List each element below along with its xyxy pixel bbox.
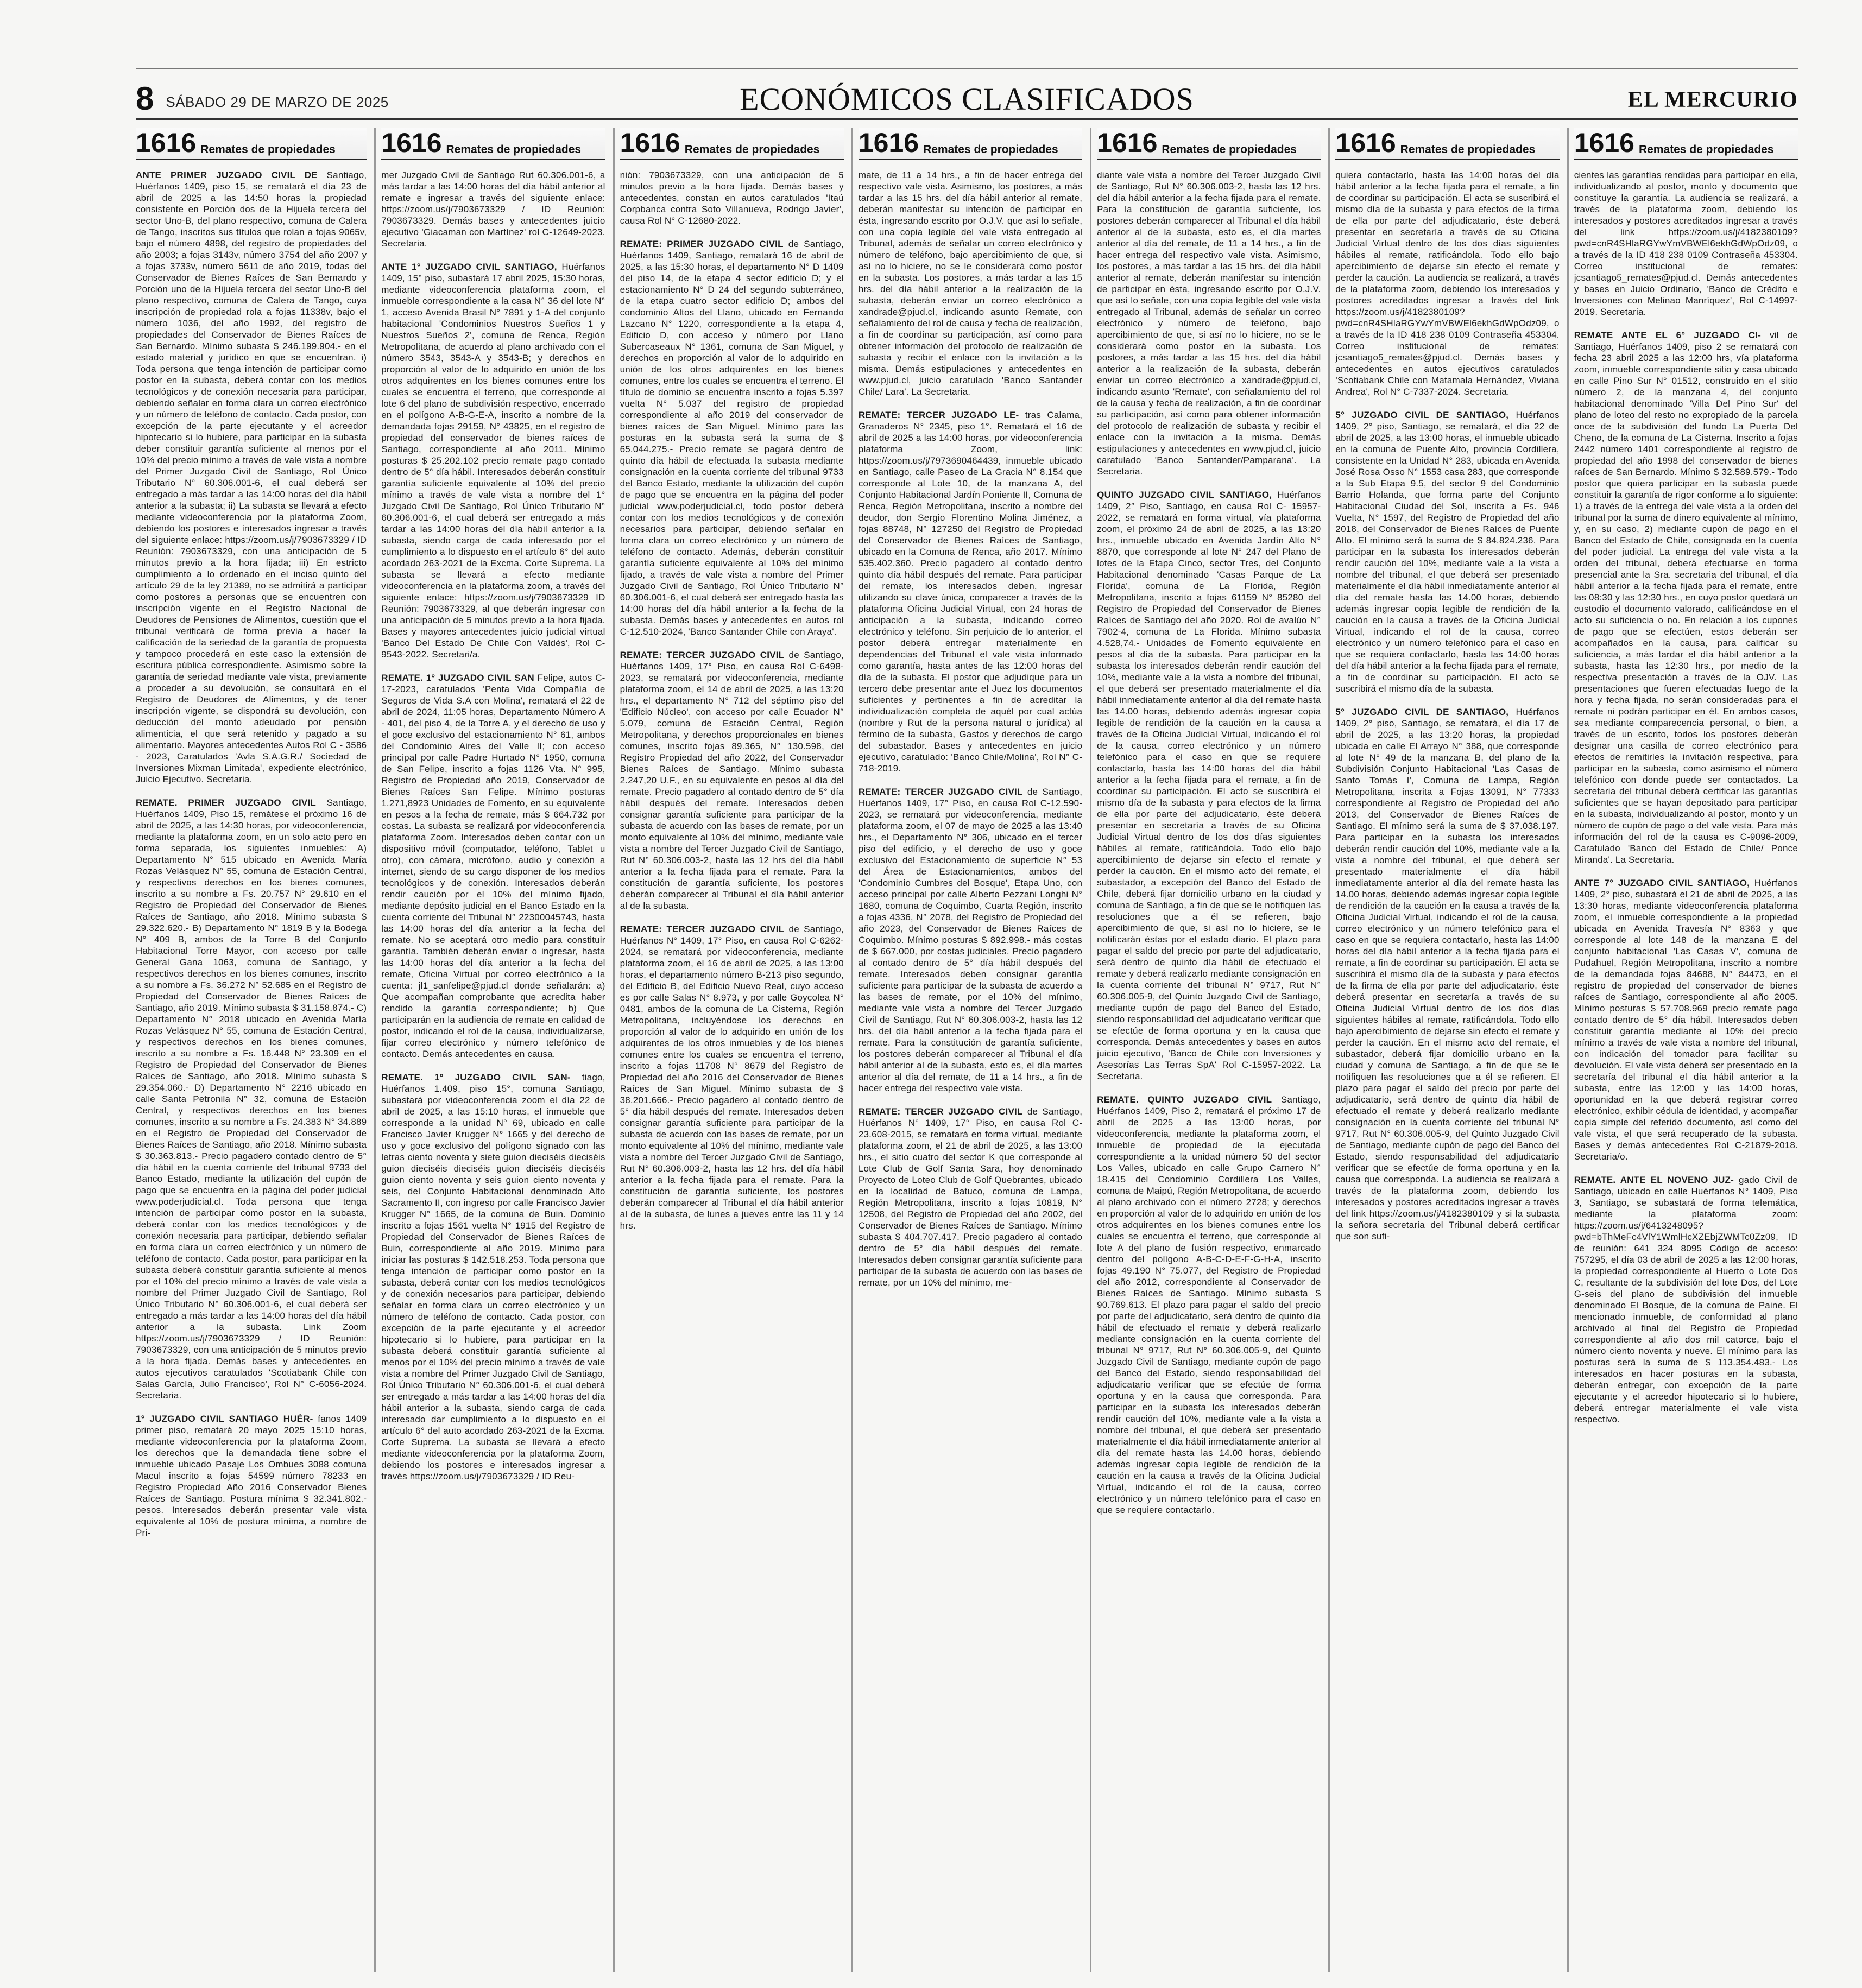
classified-ad xyxy=(620,169,844,226)
ad-body: de Santiago, Huérfanos N° 1409, 17° Piso, en causa Rol C-6262-2024, se rematará por videoconferencia, mediante plataforma zoom, el 16 de abril de 2025, a las 13:00 horas, el departamento número B-213 piso segundo, del Edificio B, del Edificio Nuevo Real, cuyo acceso es por calle Salas N° 8.973, y por calle Goycolea N° 0481, ambos de la comuna de La Cisterna, Región Metropolitana, incluyéndose los derechos en proporción al valor de lo adquirido en unión de los adquirentes de los otros inmuebles y de los bienes comunes entre los cuales se encuentra el terreno, inscrito a fojas 11708 N° 8679 del Registro de Propiedad del año 2016 del Conservador de Bienes Raíces de San Miguel. Mínimo subasta de $ 38.201.666.- Precio pagadero al contado dentro de 5° día hábil después del remate. Interesados deben consignar garantía suficiente para participar de la subasta de acuerdo con las bases de remate, por un monto equivalente al 10% del mínimo, mediante vale vista a nombre del Tercer Juzgado Civil de Santiago, Rut N° 60.306.003-2, hasta las 12 hrs. del día hábil anterior a la fecha fijada para el remate. Para la constitución de garantía suficiente, los postores deberán comparecer al Tribunal el día hábil anterior al de la subasta, de lunes a jueves entre las 11 y 14 hrs. xyxy=(620,924,844,1231)
category-label: Remates de propiedades xyxy=(923,143,1058,156)
category-header xyxy=(381,128,605,160)
classified-ad xyxy=(1097,169,1321,477)
ad-title: REMATE. 1° JUZGADO CIVIL SAN xyxy=(381,673,534,683)
category-header xyxy=(1574,128,1798,160)
ad-body: fanos 1409 primer piso, rematará 20 mayo 2025 15:10 horas, mediante videoconferencia por la plataforma Zoom, los derechos que la demandada tiene sobre el inmueble ubicado Pasaje Los Ombues 3088 comuna Macul inscrito a fojas 54599 número 78233 en Registro Propiedad Año 2016 Conservador Bienes Raíces de Santiago. Postura mínima $ 32.341.802.-pesos. Interesados deberán presentar vale vista equivalente al 10% de postura mínima, a nombre de Pri- xyxy=(136,1414,367,1538)
page-number: 8 xyxy=(136,80,154,117)
ad-body: vil de Santiago, Huérfanos 1409, piso 2 se rematará con fecha 23 abril 2025 a las 12:00 hrs, vía plataforma zoom, inmueble correspondiente sitio y casa ubicado en calle Pino Sur N° 01512, construido en el sitio número 2, de la manzana 4, del conjunto habitacional denominado 'Villa Del Pino Sur' del plano de loteo del resto no expropiado de la parcela once de la subdivisión del fundo La Puerta Del Cheno, de la comuna de La Cisterna. Inscrito a fojas 2442 número 1401 correspondiente al registro de propiedad del año 1998 del conservador de bienes raíces de San Bernardo. Mínimo $ 32.589.579.- Todo postor que quiera participar en la subasta puede constituir la garantía de rigor conforme a lo siguiente: 1) a través de la entrega del vale vista a la orden del tribunal por la suma de dinero equivalente al mínimo, y, en su caso, 2) mediante cupón de pago en el Banco del Estado de Chile, consignada en la cuenta del poder judicial. La entrega del vale vista a la orden del tribunal, deberá efectuarse en forma presencial ante la Sra. secretaria del tribunal, el día hábil anterior a la fecha fijada para el remate, entre las 08:30 y las 12:30 hrs., en cuyo postor quedará un custodio el documento valorado, calificándose en el acto su suficiencia o no. En relación a los cupones de pago que se efectúen, estos deberán ser acompañados en la causa, para calificar su suficiencia, a más tardar el día hábil anterior a la subasta, hasta las 12:30 hrs., por medio de la respectiva presentación a través de la OJV. Las presentaciones que fueren efectuadas luego de la hora y fecha fijada, no serán consideradas para el remate ni podrán participar en él. En ambos casos, sea mediante comparecencia personal, o bien, a través de un escrito, todos los postores deberán designar una casilla de correo electrónico para efectos de remitirles la invitación respectiva, para participar en la subasta, como asimismo el número telefónico con donde puede ser contactados. La secretaria del tribunal deberá certificar las garantías suficientes que se hayan depositado para participar en la subasta, individualizando al postor, monto y un número de cupón de pago o del vale vista. Para más información del rol de la causa es C-9096-2009, Caratulado 'Banco del Estado de Chile/ Ponce Miranda'. La Secretaria. xyxy=(1574,330,1798,865)
classified-ad xyxy=(1574,330,1798,865)
ad-title: ANTE 7° JUZGADO CIVIL SANTIAGO, xyxy=(1574,878,1750,888)
classified-column xyxy=(136,128,367,1972)
classifieds-columns xyxy=(136,128,1798,1972)
classified-ad xyxy=(859,1106,1082,1288)
category-code: 1616 xyxy=(136,128,197,158)
classified-ad xyxy=(381,1072,605,1482)
classified-ad xyxy=(136,1413,367,1539)
classified-ad xyxy=(1574,169,1798,318)
ad-body: Santiago, Huérfanos 1409, Piso 2, rematará el próximo 17 de abril de 2025 a las 13:00 horas, por videoconferencia, mediante la plataforma zoom, el inmueble de propiedad de la ejecutada correspondiente a la unidad número 50 del sector Los Valles, ubicado en calle Grupo Carnero N° 18.415 del Condominio Cordillera Los Valles, comuna de Maipú, Región Metropolitana, de acuerdo al plano archivado con el número 2728; y derechos en proporción al valor de lo adquirido en unión de los otros adquirentes en los bienes comunes entre los cuales se encuentra el terreno, que corresponde al lote A del plano de fusión respectivo, enmarcado dentro del polígono A-B-C-D-E-F-G-H-A, inscrito fojas 49.190 N° 75.077, del Registro de Propiedad del año 2012, correspondiente al Conservador de Bienes Raíces de Santiago. Mínimo subasta $ 90.769.613. El plazo para pagar el saldo del precio por parte del adjudicatario, será dentro de quinto día hábil de efectuado el remate y deberá realizarlo mediante consignación en la cuenta corriente del tribunal N° 9717, Rut N° 60.306.005-9, del Quinto Juzgado Civil de Santiago, mediante cupón de pago del Banco del Estado, siendo responsabilidad del adjudicatario verificar que se efectúe de forma oportuna y en la causa que corresponda. Para participar en la subasta los interesados deberán rendir caución del 10%, mediante vale a la vista a nombre del tribunal, el que deberá ser presentado materialmente el día hábil inmediatamente anterior al día del remate hasta las 14.00 horas, debiendo además ingresar copia legible de rendición de la caución en la causa a través de la Oficina Judicial Virtual, indicando el rol de la causa, correo electrónico y un número telefónico para el caso en que se requiere contactarlo. xyxy=(1097,1094,1321,1515)
category-code: 1616 xyxy=(1097,128,1158,158)
classified-column xyxy=(1328,128,1559,1972)
ad-body: mate, de 11 a 14 hrs., a fin de hacer entrega del respectivo vale vista. Asimismo, los postores, a más tardar a las 15 hrs. del día hábil anterior al remate, deberán manifestar su intención de participar en ésta, ingresando escrito por O.J.V. que así lo señale, con una copia legible del vale vista entregado al Tribunal, además de señalar un correo electrónico y número de teléfono, bajo apercibimiento de que, si así no lo hiciere, no se le considerará como postor en la subasta. Los postores, a más tardar a las 15 hrs. del día hábil anterior a la realización de la subasta, deberán enviar un correo electrónico a xandrade@pjud.cl, indicando asunto Remate, con señalamiento del rol de causa y fecha de realización, a fin de coordinar su participación, así como para obtener información del protocolo de realización de subasta y recibir el enlace con la invitación a la misma. Demás estipulaciones y antecedentes en www.pjud.cl, juicio caratulado 'Banco Santander Chile/ Lara'. La Secretaria. xyxy=(858,170,1083,397)
ad-body: de Santiago, Huérfanos 1409, Santiago, rematará 16 de abril de 2025, a las 15:30 horas, el departamento N° D 1409 del piso 14, de la etapa 4 sector edificio D; y el estacionamiento N° D 24 del segundo subterráneo, de la etapa cuatro sector edificio D; ambos del condominio Altos del Llano, ubicado en Fernando Lazcano N° 1220, correspondiente a la etapa 4, Edificio D, con acceso y número por Llano Subercaseaux N° 1361, comuna de San Miguel, y derechos en proporción al valor de lo adquirido en unión de los otros adquirentes en los bienes comunes, entre los cuales se encuentra el terreno. El título de dominio se encuentra inscrito a fojas 5.397 vuelta N° 5.037 del registro de propiedad correspondiente al año 2019 del conservador de bienes raíces de San Miguel. Mínimo para las posturas en la subasta será la suma de $ 65.044.275.- Precio remate se pagará dentro de quinto día hábil de efectuada la subasta mediante consignación en la cuenta corriente del tribunal 9733 del Banco Estado, mediante la utilización del cupón de pago que se encuentra en la página del poder judicial www.poderjudicial.cl, todo postor deberá contar con los medios tecnológicos y de conexión necesarios para participar, debiendo señalar en forma clara un correo electrónico y un número de teléfono de contacto. Además, deberán constituir garantía suficiente equivalente al 10% del mínimo fijado, a través de vale vista a nombre del Primer Juzgado Civil de Santiago, Rol Único Tributario N° 60.306.001-6, el cual deberá ser entregado hasta las 14:00 horas del día hábil anterior a la fecha de la subasta. Demás bases y antecedentes en autos rol C-12.510-2024, 'Banco Santander Chile con Araya'. xyxy=(620,239,844,637)
classified-ad xyxy=(381,261,605,660)
ad-body: Santiago, Huérfanos 1409, piso 15, se rematará el día 23 de abril de 2025 a las 14:50 horas la propiedad consistente en Porción dos de la Hijuela tercera del sector Uno-B, del plano respectivo, comuna de Calera de Tango, inscritos sus títulos que rolan a fojas 9065v, bajo el número 4898, del registro de propiedades del año 2003; a fojas 3143v, número 3754 del año 2007 y a fojas 3733v, número 5611 de año 2019, todas del Conservador de Bienes Raíces de San Bernardo y Porción uno de la Hijuela tercera del sector Uno-B del plano respectivo, comuna de Calera de Tango, cuya inscripción de propiedad rola a fojas 11338v, bajo el número 1036, del año 1992, del registro de propiedades del Conservador de Bienes Raíces de San Bernardo. Mínimo subasta $ 246.199.904.- en el estado material y jurídico en que se encuentran. i) Toda persona que tenga intención de participar como postor en la subasta, deberá contar con los medios tecnológicos y de conexión necesaria para participar, debiendo señalar en forma clara un correo electrónico y un número de teléfono de contacto. Cada postor, con excepción de la parte ejecutante y el acreedor hipotecario si lo hubiere, para participar en la subasta deber constituir garantía suficiente al menos por el 10% del precio mínimo a través de vale vista a nombre del Primer Juzgado Civil de Santiago, Rol Único Tributario N° 60.306.001-6, el cual deberá ser entregado a más tardar a las 14:00 horas del día hábil anterior a la subasta; ii) La subasta se llevará a efecto mediante videoconferencia por la plataforma Zoom, debiendo los postores e interesados ingresar a través del siguiente enlace: https://zoom.us/j/7903673329 / ID Reunión: 7903673329, con una anticipación de 5 minutos previo a la hora fijada; iii) En estricto cumplimiento a lo ordenado en el inciso quinto del artículo 29 de la ley 21389, no se admitirá a participar como postores a personas que se encuentren con inscripción vigente en el Registro Nacional de Deudores de Pensiones de Alimentos, cuestión que el tribunal verificará de forma previa a hacer la calificación de la seriedad de la garantía de propuesta y tampoco procederá en este caso la extensión de escritura pública correspondiente. Asimismo sobre la garantía de seriedad mediante vale vista, previamente a proceder a su devolución, se consultará en el Registro de Deudores de Alimentos, y de tener inscripción vigente, se dispondrá su devolución, con deducción del monto adeudado por pensión alimenticia, el que será retenido y pagado a su alimentario. Mayores antecedentes Autos Rol C - 3586 - 2023, Caratulados 'Avla S.A.G.R./ Sociedad de Inversiones Mixman Limitada', expediente electrónico, Juicio Ejecutivo. Secretaria. xyxy=(136,170,367,784)
ad-title: REMATE: TERCER JUZGADO CIVIL xyxy=(858,1106,1023,1117)
classified-ad xyxy=(859,169,1082,397)
ad-body: diante vale vista a nombre del Tercer Juzgado Civil de Santiago, Rut N° 60.306.003-2, hasta las 12 hrs. del día hábil anterior a la fecha fijada para el remate. Para la constitución de garantía suficiente, los postores deberán comparecer al Tribunal el día hábil anterior al de la subasta, esto es, el día martes anterior al día del remate, de 11 a 14 hrs., a fin de hacer entrega del respectivo vale vista. Asimismo, los postores, a más tardar a las 15 hrs. del día hábil anterior al remate, deberán manifestar su intención de participar en ésta, ingresando escrito por O.J.V. que así lo señale, con una copia legible del vale vista entregado al Tribunal, además de señalar un correo electrónico y número de teléfono, bajo apercibimiento de que, si así no lo hiciere, no se le considerará como postor en la subasta. Los postores, a más tardar a las 15 hrs. del día hábil anterior a la realización de la subasta, deberán enviar un correo electrónico a xandrade@pjud.cl, indicando asunto 'Remate', con señalamiento del rol de la causa y fecha de realización, a fin de coordinar su participación, así como para obtener información del protocolo de realización de subasta y recibir el enlace con la invitación a la misma. Demás estipulaciones y antecedentes en www.pjud.cl, juicio caratulado 'Banco Santander/Pamparana'. La Secretaria. xyxy=(1097,170,1321,477)
ad-title: QUINTO JUZGADO CIVIL SANTIAGO, xyxy=(1097,490,1272,500)
ad-title: REMATE: TERCER JUZGADO CIVIL xyxy=(858,787,1023,797)
classified-ad xyxy=(1335,706,1559,1242)
category-code: 1616 xyxy=(1335,128,1396,158)
category-header xyxy=(136,128,367,160)
ad-title: REMATE ANTE EL 6° JUZGADO CI- xyxy=(1574,330,1762,340)
classified-column xyxy=(613,128,844,1972)
ad-body: Santiago, Huérfanos 1409, Piso 15, remátese el próximo 16 de abril de 2025, a las 14:30 horas, por videoconferencia, mediante la plataforma zoom, en un solo acto pero en forma separada, los siguientes inmuebles: A) Departamento N° 515 ubicado en Avenida María Rozas Velásquez N° 55, comuna de Estación Central, y respectivos derechos en los bienes comunes, inscrito a su nombre a Fs. 20.757 N° 29.610 en el Registro de Propiedad del Conservador de Bienes Raíces de Santiago, año 2018. Mínimo subasta $ 29.322.620.- B) Departamento N° 1819 B y la Bodega N° 409 B, ambos de la Torre B del Conjunto Habitacional Torre Mayor, con acceso por calle General Gana 1063, comuna de Santiago, y respectivos derechos en los bienes comunes, inscrito a su nombre a Fs. 36.272 N° 52.685 en el Registro de Propiedad del Conservador de Bienes Raíces de Santiago, año 2019. Mínimo subasta $ 31.158.874.- C) Departamento N° 2018 ubicado en Avenida María Rozas Velásquez N° 55, comuna de Estación Central, y respectivos derechos en los bienes comunes, inscrito a su nombre a Fs. 16.448 N° 23.309 en el Registro de Propiedad del Conservador de Bienes Raíces de Santiago, año 2018. Mínimo subasta $ 29.354.060.- D) Departamento N° 2216 ubicado en calle Santa Petronila N° 32, comuna de Estación Central, y respectivos derechos en los bienes comunes, inscrito a su nombre a Fs. 24.383 N° 34.889 en el Registro de Propiedad del Conservador de Bienes Raíces de Santiago, año 2018. Mínimo subasta $ 30.363.813.- Precio pagadero contado dentro de 5° día hábil en la cuenta corriente del tribunal 9733 del Banco Estado, mediante la utilización del cupón de pago que se encuentra en la página del poder judicial www.poderjudicial.cl. Toda persona que tenga intención de participar como postor en la subasta, deberá contar con los medios tecnológicos y de conexión necesaria para participar, debiendo señalar en forma clara un correo electrónico y un número de teléfono de contacto. Cada postor, para participar en la subasta deberá constituir garantía suficiente al menos por el 10% del precio mínimo a través de vale vista a nombre del Primer Juzgado Civil de Santiago, Rol Único Tributario N° 60.306.001-6, el cual deberá ser entregado a más tardar a las 14:00 horas del día hábil anterior a la subasta. Link Zoom https://zoom.us/j/7903673329 / ID Reunión: 7903673329, con una anticipación de 5 minutos previo a la hora fijada. Demás bases y antecedentes en autos ejecutivos caratulados 'Scotiabank Chile con Salas García, Julio Francisco', Rol N° C-6056-2024. Secretaria. xyxy=(136,797,367,1401)
category-label: Remates de propiedades xyxy=(1400,143,1536,156)
top-rule xyxy=(136,68,1798,69)
newspaper-logo: EL MERCURIO xyxy=(1627,87,1798,112)
classified-column xyxy=(1090,128,1321,1972)
category-header xyxy=(1335,128,1559,160)
ad-title: 5° JUZGADO CIVIL DE SANTIAGO, xyxy=(1335,707,1509,717)
header-rule xyxy=(136,118,1798,120)
ad-body: tras Calama, Granaderos N° 2345, piso 1°. Rematará el 16 de abril de 2025 a las 14:00 horas, por videoconferencia plataforma Zoom, link: https://zoom.us/j/7973690464439, inmueble ubicado en Santiago, calle Paseo de La Gracia N° 8.154 que corresponde al Lote 10, de la manzana A, del Conjunto Habitacional Jardín Poniente II, Comuna de Renca, Región Metropolitana, inscrito a nombre del deudor, don Sergio Florentino Molina Jiménez, a fojas 88748, N° 127250 del Registro de Propiedad del Conservador de Bienes Raíces de Santiago, ubicado en la Comuna de Renca, año 2017. Mínimo 535.402.360. Precio pagadero al contado dentro quinto día hábil después del remate. Para participar del remate, los interesados deben, ingresar utilizando su clave única, comparecer a través de la plataforma Oficina Judicial Virtual, con 24 horas de anticipación a la subasta, indicando correo electrónico y teléfono. Sin perjuicio de lo anterior, el postor deberá entregar materialmente en dependencias del Tribunal el vale vista informado como garantía, hasta antes de las 12:00 horas del día de la subasta. El postor que adjudique para un tercero debe presentar ante el Juez los documentos suficientes y pertinentes a fin de acreditar la individualización completa de aquél por cual actúa (nombre y Rut de la persona natural o jurídica) al término de la subasta, Gastos y derechos de cargo del subastador. Bases y antecedentes en juicio ejecutivo, caratulado: 'Banco Chile/Molina', Rol N° C-718-2019. xyxy=(858,410,1083,774)
classified-ad xyxy=(1335,169,1559,397)
category-code: 1616 xyxy=(381,128,442,158)
category-header xyxy=(620,128,844,160)
category-label: Remates de propiedades xyxy=(1638,143,1774,156)
classified-ad xyxy=(381,169,605,249)
category-label: Remates de propiedades xyxy=(1162,143,1297,156)
ad-body: de Santiago, Huérfanos 1409, 17° Piso, en causa Rol C-12.590-2023, se rematará por videoconferencia, mediante plataforma zoom, el 07 de mayo de 2025 a las 13:40 hrs., el Departamento N° 306, ubicado en el tercer piso del edificio, y el derecho de uso y goce exclusivo del Estacionamiento de superficie N° 53 del Área de Estacionamientos, ambos del 'Condominio Cumbres del Bosque', Etapa Uno, con acceso principal por calle Alberto Pezzani Longhi N° 1680, comuna de Coquimbo, Cuarta Región, inscrito a fojas 4336, N° 2078, del Registro de Propiedad del año 2023, del Conservador de Bienes Raíces de Coquimbo. Mínimo posturas $ 892.998.- más costas de $ 667.000, por costas judiciales. Precio pagadero al contado dentro de 5° día hábil después del remate. Interesados deben consignar garantía suficiente para participar de la subasta de acuerdo a las bases de remate, por el 10% del mínimo, mediante vale vista a nombre del Tercer Juzgado Civil de Santiago, Rut N° 60.306.003-2, hasta las 12 hrs. del día hábil anterior a la fecha fijada para el remate. Para la constitución de garantía suficiente, los postores deberán comparecer al Tribunal el día hábil anterior al de la subasta, esto es, el día martes anterior al día del remate, de 11 a 14 hrs., a fin de hacer entrega del respectivo vale vista. xyxy=(858,787,1083,1093)
ad-body: tiago, Huérfanos 1.409, piso 15°, comuna Santiago, subastará por videoconferencia zoom el día 22 de abril de 2025, a las 15:10 horas, el inmueble que corresponde a la unidad N° 69, ubicado en calle Francisco Javier Krugger N° 1665 y del derecho de uso y goce exclusivo del polígono signado con las letras ciento noventa y siete guion dieciséis dieciséis guion dieciséis dieciséis guion dieciséis dieciséis guion ciento noventa y seis guion ciento noventa y seis, del Conjunto Habitacional denominado Alto Sacramento II, con ingreso por calle Francisco Javier Krugger N° 1665, de la comuna de Buin. Dominio inscrito a fojas 1561 vuelta N° 1915 del Registro de Propiedad del Conservador de Bienes Raíces de Buin, correspondiente al año 2019. Mínimo para iniciar las posturas $ 142.518.253. Toda persona que tenga intención de participar como postor en la subasta, deberá contar con los medios tecnológicos y de conexión necesarios para participar, debiendo señalar en forma clara un correo electrónico y un número de teléfono de contacto. Cada postor, con excepción de la parte ejecutante y el acreedor hipotecario si lo hubiere, para participar en la subasta deberá constituir garantía suficiente al menos por el 10% del precio mínimo a través de vale vista a nombre del Primer Juzgado Civil de Santiago, Rol Único Tributario N° 60.306.001-6, el cual deberá ser entregado a más tardar a las 14:00 horas del día hábil anterior a la subasta, siendo carga de cada interesado dar cumplimiento a lo dispuesto en el artículo 6° del auto acordado 263-2021 de la Excma. Corte Suprema. La subasta se llevará a efecto mediante videoconferencia por la plataforma Zoom, debiendo los postores e interesados ingresar a través https://zoom.us/j/7903673329 / ID Reu- xyxy=(381,1072,605,1481)
ad-title: REMATE. QUINTO JUZGADO CIVIL xyxy=(1097,1094,1272,1105)
ad-body: Felipe, autos C-17-2023, caratulados 'Penta Vida Compañía de Seguros de Vida S.A con Molina', rematará el 22 de abril de 2024, 11:05 horas, Departamento Número A - 401, del piso 4, de la Torre A, y el derecho de uso y el goce exclusivo del estacionamiento N° 61, ambos del Condominio Aires del Valle II; con acceso principal por calle Padre Hurtado N° 1950, comuna de San Felipe, inscrito a fojas 1126 Vta. N° 995, Registro de Propiedad año 2019, Conservador de Bienes Raíces San Felipe. Mínimo posturas 1.271,8923 Unidades de Fomento, en su equivalente en pesos a la fecha de remate, más $ 664.732 por costas. La subasta se realizará por videoconferencia plataforma Zoom. Interesados deben contar con un dispositivo móvil (computador, teléfono, Tablet u otro), con cámara, micrófono, audio y conexión a internet, siendo de su cargo disponer de los medios tecnológicos y de conexión. Interesados deberán rendir caución por el 10% del mínimo fijado, mediante depósito judicial en el Banco Estado en la cuenta corriente del Tribunal N° 22300045743, hasta las 14:00 horas del día anterior a la fecha del remate. No se aceptará otro medio para constituir garantía. También deberán enviar o ingresar, hasta las 14:00 horas del día anterior a la fecha del remate, Oficina Virtual por correo electrónico a la cuenta: jl1_sanfelipe@pjud.cl donde señalarán: a) Que acompañan comprobante que acredita haber rendido la garantía correspondiente; b) Que participarán en la audiencia de remate en calidad de postor, indicando el rol de la causa, individualizarse, fijar correo electrónico y número telefónico de contacto. Demás antecedentes en causa. xyxy=(381,673,605,1059)
ad-body: Huérfanos 1409, 2° Piso, Santiago, en causa Rol C- 15957-2022, se rematará en forma virtual, vía plataforma zoom, el próximo 24 de abril de 2025, a las 13:20 hrs., inmueble ubicado en Avenida Jardín Alto N° 8870, que corresponde al lote N° 247 del Plano de lotes de la Etapa Cinco, sector Tres, del Conjunto Habitacional denominado 'Casas Parque de La Florida', comuna de La Florida, Región Metropolitana, inscrito a fojas 61159 N° 85280 del Registro de Propiedad del Conservador de Bienes Raíces de Santiago del año 2020. Rol de avalúo N° 7902-4, comuna de La Florida. Mínimo subasta 4.528,74.- Unidades de Fomento equivalente en pesos al día de la subasta. Para participar en la subasta los interesados deberán rendir caución del 10%, mediante vale a la vista a nombre del tribunal, el que deberá ser presentado materialmente el día hábil inmediatamente anterior al día del remate hasta las 14.00 horas, debiendo además ingresar copia legible de rendición de la caución en la causa a través de la Oficina Judicial Virtual, indicando el rol de la causa, correo electrónico y un número telefónico para el caso en que se requiere contactarlo, hasta las 14:00 horas del día hábil anterior a la fecha fijada para el remate, a fin de coordinar su participación. El acto se suscribirá el mismo día de la subasta y para efectos de la firma de ella por parte del adjudicatario, éste deberá presentar en secretaría a través de su Oficina Judicial Virtual dentro de los dos días siguientes hábiles al remate, ratificándola. Todo ello bajo apercibimiento de dejarse sin efecto el remate y perder la caución. En el mismo acto del remate, el subastador, a excepción del Banco del Estado de Chile, deberá fijar domicilio urbano en la ciudad y comuna de Santiago, a fin de que se le notifiquen las resoluciones que a él se refieren, bajo apercibimiento de que, si así no lo hiciere, se le notificarán éstas por el estado diario. El plazo para pagar el saldo del precio por parte del adjudicatario, será dentro de quinto día hábil de efectuado el remate y deberá realizarlo mediante consignación en la cuenta corriente del tribunal N° 9717, Rut N° 60.306.005-9, del Quinto Juzgado Civil de Santiago, mediante cupón de pago del Banco del Estado, siendo responsabilidad del adjudicatario verificar que se efectúe de forma oportuna y en la causa que corresponda. Demás antecedentes y bases en autos juicio ejecutivo, 'Banco de Chile con Inversiones y Asesorías Las Terras SpA' Rol C-15957-2022. La Secretaria. xyxy=(1097,490,1321,1081)
classified-ad xyxy=(381,672,605,1060)
ad-body: de Santiago, Huérfanos N° 1409, 17° Piso, en causa Rol C-23.608-2015, se rematará en forma virtual, mediante plataforma zoom, el 21 de abril de 2025, a las 13:00 hrs., el sitio cuatro del sector K que corresponde al Lote Club de Golf Santa Sara, hoy denominado Proyecto de Loteo Club de Golf Quebrantes, ubicado en la localidad de Batuco, comuna de Lampa, Región Metropolitana, inscrito a fojas 10819, N° 12508, del Registro de Propiedad del año 2002, del Conservador de Bienes Raíces de Santiago. Mínimo subasta $ 404.707.417. Precio pagadero al contado dentro de 5° día hábil después del remate. Interesados deben consignar garantía suficiente para participar de la subasta de acuerdo con las bases de remate, por un 10% del mínimo, me- xyxy=(858,1106,1083,1288)
ad-title: 1° JUZGADO CIVIL SANTIAGO HUÉR- xyxy=(136,1414,313,1424)
ad-title: REMATE: TERCER JUZGADO CIVIL xyxy=(620,924,785,934)
ad-title: REMATE: PRIMER JUZGADO CIVIL xyxy=(620,239,784,249)
classified-ad xyxy=(136,169,367,785)
classified-ad xyxy=(859,409,1082,774)
ad-body: Huérfanos 1409, 2° piso, Santiago, se rematará, el día 17 de abril de 2025, a las 13:20 horas, la propiedad ubicada en calle El Arrayo N° 388, que corresponde al lote N° 49 de la manzana B, del plano de la Subdivisión Conjunto Habitacional 'Las Casas de Santo Tomás I', Comuna de Lampa, Región Metropolitana, inscrita a Fojas 13091, N° 77333 correspondiente al Registro de Propiedad del año 2013, del Conservador de Bienes Raíces de Santiago. El mínimo será la suma de $ 37.038.197. Para participar en la subasta los interesados deberán rendir caución del 10%, mediante vale a la vista a nombre del tribunal, el que deberá ser presentado materialmente el día hábil inmediatamente anterior al día del remate hasta las 14.00 horas, debiendo además ingresar copia legible de rendición de la caución en la causa a través de la Oficina Judicial Virtual, indicando el rol de la causa, correo electrónico y un número telefónico para el caso en que se requiera contactarlo, hasta las 14:00 horas del día hábil anterior a la fecha fijada para el remate, a fin de coordinar su participación. El acta se suscribirá el mismo día de la subasta y para efectos de la firma de ella por parte del adjudicatario, éste deberá presentar en secretaría a través de su Oficina Judicial Virtual dentro de los dos días siguientes hábiles al remate, ratificándola. Todo ello bajo apercibimiento de dejarse sin efecto el remate y perder la caución. En el mismo acto del remate, el subastador, deberá fijar domicilio urbano en la ciudad y comuna de Santiago, a fin de que se le notifiquen las resoluciones que a él se refieren. El plazo para pagar el saldo del precio por parte del adjudicatario, será dentro de quinto día hábil de efectuado el remate y deberá realizarlo mediante consignación en la cuenta corriente del tribunal N° 9717, Rut N° 60.306.005-9, del Quinto Juzgado Civil de Santiago, mediante cupón de pago del Banco del Estado, siendo responsabilidad del adjudicatario verificar que se efectúe de forma oportuna y en la causa que corresponda. La audiencia se realizará a través de la plataforma zoom, debiendo los interesados y postores acreditados ingresar a través del link https://zoom.us/j/4182380109 y si la subasta la señora secretaria del Tribunal deberá certificar que son sufi- xyxy=(1335,707,1560,1242)
classified-ad xyxy=(136,797,367,1401)
classified-ad xyxy=(1335,409,1559,694)
ad-title: ANTE PRIMER JUZGADO CIVIL DE xyxy=(136,170,318,180)
ad-title: REMATE: TERCER JUZGADO CIVIL xyxy=(620,650,785,660)
category-code: 1616 xyxy=(858,128,919,158)
ad-body: nión: 7903673329, con una anticipación de 5 minutos previo a la hora fijada. Demás bases y antecedentes, constan en autos caratulados 'Itaú Corpbanca contra Soto Villanueva, Rodrigo Javier', causa Rol N° C-12680-2022. xyxy=(620,170,844,226)
ad-body: Huérfanos 1409, 2° piso, Santiago, se rematará, el día 22 de abril de 2025, a las 13:00 horas, el inmueble ubicado en la comuna de Puente Alto, provincia Cordillera, consistente en la Unidad N° 283, ubicada en Avenida José Rosa Osso N° 1553 casa 283, que corresponde a la Sub Etapa 9.5, del sector 9 del Condominio Barrio Holanda, que forma parte del Conjunto Habitacional Ciudad del Sol, inscrita a Fs. 946 Vuelta, N° 1597, del Registro de Propiedad del año 2018, del Conservador de Bienes Raíces de Puente Alto. El mínimo será la suma de $ 84.824.236. Para participar en la subasta los interesados deberán rendir caución del 10%, mediante vale a la vista a nombre del tribunal, el que deberá ser presentado materialmente el día hábil inmediatamente anterior al día del remate hasta las 14.00 horas, debiendo además ingresar copia legible de rendición de la caución en la causa a través de la Oficina Judicial Virtual, indicando el rol de la causa, correo electrónico y un número telefónico para el caso en que se requiera contactarlo, hasta las 14:00 horas del día hábil anterior a la fecha fijada para el remate, a fin de coordinar su participación. El acto se suscribirá el mismo día de la subasta. xyxy=(1335,410,1560,694)
ad-body: Huérfanos 1409, 15° piso, subastará 17 abril 2025, 15:30 horas, mediante videoconferencia plataforma zoom, el inmueble correspondiente a la casa N° 36 del lote N° 1, acceso Avenida Brasil N° 7891 y 1-A del conjunto habitacional 'Condominios Nuestros Sueños 1 y Nuestros Sueños 2', comuna de Renca, Región Metropolitana, de acuerdo al plano archivado con el número 3543, 3543-A y 3543-B; y derechos en proporción al valor de lo adquirido en unión de los otros adquirentes en los bienes comunes entre los cuales se encuentra el terreno, que corresponde al lote 6 del plano de subdivisión respectivo, encerrado en el polígono A-B-G-E-A, inscrito a nombre de la demandada fojas 29159, N° 43825, en el registro de propiedad del conservador de bienes raíces de Santiago, correspondiente al año 2011. Mínimo posturas $ 25.202.102 precio remate pago contado dentro de 5° día hábil. Interesados deberán constituir garantía suficiente equivalente al 10% del precio mínimo a través de vale vista a nombre del 1° Juzgado Civil De Santiago, Rol Único Tributario N° 60.306.001-6, el cual deberá ser entregado a más tardar a las 14:00 horas del día hábil anterior a la subasta, siendo carga de cada interesado por el cumplimiento a lo dispuesto en el artículo 6° del auto acordado 263-2021 de la Excma. Corte Suprema. La subasta se llevará a efecto mediante videoconferencia en la plataforma zoom, a través del siguiente enlace: https://zoom.us/j/7903673329 ID Reunión: 7903673329, al que deberán ingresar con una anticipación de 5 minutos previo a la hora fijada. Bases y mayores antecedentes juicio judicial virtual 'Banco Del Estado De Chile Con Valdés', Rol C-9543-2022. Secretari/a. xyxy=(381,262,605,660)
classified-column xyxy=(851,128,1082,1972)
classified-ad xyxy=(620,649,844,911)
ad-title: 5° JUZGADO CIVIL DE SANTIAGO, xyxy=(1335,410,1509,420)
ad-title: ANTE 1° JUZGADO CIVIL SANTIAGO, xyxy=(381,262,557,272)
ad-body: de Santiago, Huérfanos 1409, 17° Piso, en causa Rol C-6498-2023, se rematará por videoconferencia, mediante plataforma zoom, el 14 de abril de 2025, a las 13:20 hrs., el departamento N° 712 del séptimo piso del 'Edificio Núcleo', con acceso por calle Ecuador N° 5.079, comuna de Estación Central, Región Metropolitana, y derechos proporcionales en bienes comunes, inscrito fojas 89.365, N° 130.598, del Registro Propiedad del año 2022, del Conservador Bienes Raíces de Santiago. Mínimo subasta 2.247,20 U.F., en su equivalente en pesos al día del remate. Precio pagadero al contado dentro de 5° día hábil después del remate. Interesados deben consignar garantía suficiente para participar de la subasta de acuerdo con las bases de remate, por un monto equivalente al 10% del mínimo, mediante vale vista a nombre del Tercer Juzgado Civil de Santiago, Rut N° 60.306.003-2, hasta las 12 hrs del día hábil anterior a la fecha fijada para el remate. Para la constitución de garantía suficiente, los postores deberán comparecer al Tribunal el día hábil anterior al de la subasta. xyxy=(620,650,844,911)
ad-body: gado Civil de Santiago, ubicado en calle Huérfanos N° 1409, Piso 3, Santiago, se subastará de forma telemática, mediante la plataforma zoom: https://zoom.us/j/6413248095?pwd=bThMeFc4VlY1WmlHcXZEbjZWMTc0Zz09, ID de reunión: 641 324 8095 Código de acceso: 757295, el día 03 de abril de 2025 a las 12:00 horas, la propiedad correspondiente al Huerto o Lote Dos C, resultante de la subdivisión del lote Dos, del Lote G-seis del plano de subdivisión del inmueble denominado El Bosque, de la comuna de Paine. El mencionado inmueble, de conformidad al plano archivado al final del Registro de Propiedad correspondiente al año dos mil catorce, bajo el número ciento noventa y nueve. El mínimo para las posturas será la suma de $ 113.354.483.- Los interesados en hacer posturas en la subasta, deberán entregar, con excepción de la parte ejecutante y el acreedor hipotecario si lo hubiere, deberá entregar materialmente el vale vista respectivo. xyxy=(1574,1175,1798,1424)
category-code: 1616 xyxy=(620,128,680,158)
category-code: 1616 xyxy=(1574,128,1634,158)
ad-body: Huérfanos 1409, 2° piso, subastará el 21 de abril de 2025, a las 13:30 horas, mediante videoconferencia plataforma zoom, el inmueble correspondiente a la propiedad ubicada en Avenida Travesía N° 8363 y que corresponde al lote 148 de la manzana E del conjunto habitacional 'Las Casas V', comuna de Pudahuel, Región Metropolitana, inscrito a nombre de la demandada fojas 84688, N° 84473, en el registro de propiedad del conservador de bienes raíces de Santiago, correspondiente al año 2005. Mínimo posturas $ 57.708.969 precio remate pago contado dentro de 5° día hábil. Interesados deben constituir garantía mediante al 10% del precio mínimo a través de vale vista a nombre del tribunal, con indicación del tomador para facilitar su devolución. El vale vista deberá ser presentado en la secretaría del tribunal el día hábil anterior a la subasta, entre las 12:00 y las 14:00 horas, oportunidad en la que deberá registrar correo electrónico, exhibir cédula de identidad, y acompañar copia simple del referido documento, así como del vale vista, el que será recuperado de la subasta. Bases y demás antecedentes Rol C-21879-2018. Secretaria/o. xyxy=(1574,878,1798,1162)
classified-ad xyxy=(859,786,1082,1094)
classified-ad xyxy=(620,238,844,637)
classified-ad xyxy=(1097,1094,1321,1516)
section-title: ECONÓMICOS CLASIFICADOS xyxy=(740,81,1194,117)
category-label: Remates de propiedades xyxy=(684,143,820,156)
classified-ad xyxy=(1097,489,1321,1082)
category-header xyxy=(1097,128,1321,160)
classified-ad xyxy=(620,923,844,1231)
ad-title: REMATE. ANTE EL NOVENO JUZ- xyxy=(1574,1175,1734,1185)
ad-body: quiera contactarlo, hasta las 14:00 horas del día hábil anterior a la fecha fijada para el remate, a fin de coordinar su participación. El acta se suscribirá el mismo día de la subasta y para efectos de la firma de ella por parte del adjudicatario, éste deberá presentar en secretaría a través de su Oficina Judicial Virtual dentro de los dos días siguientes hábiles al remate, ratificándola. Todo ello bajo apercibimiento de dejarse sin efecto el remate y perder la caución. La audiencia se realizará, a través de la plataforma zoom, debiendo los interesados y postores acreditados ingresar a través del link https://zoom.us/j/4182380109?pwd=cnR4SHlaRGYwYmVBWEl6ekhGdWpOdz09, o a través de la ID 418 238 0109 Contraseña 453304. Correo institucional de remates: jcsantiago5_remates@pjud.cl. Demás bases y antecedentes en autos ejecutivos caratulados 'Scotiabank Chile con Matamala Hernández, Viviana Andrea', Rol N° C-7337-2024. Secretaria. xyxy=(1335,170,1560,397)
classified-ad xyxy=(1574,1174,1798,1425)
ad-body: cientes las garantías rendidas para participar en ella, individualizando al postor, monto y documento que constituye la garantía. La audiencia se realizará, a través de la plataforma zoom, debiendo los interesados y postores acreditados ingresar a través del link https://zoom.us/j/4182380109?pwd=cnR4SHlaRGYwYmVBWEl6ekhGdWpOdz09, o a través de la ID 418 238 0109 Contraseña 453304. Correo institucional de remates: jcsantiago5_remates@pjud.cl. Demás antecedentes y bases en Juicio Ordinario, 'Banco de Crédito e Inversiones con Melinao Manríquez', Rol C-14997-2019. Secretaria. xyxy=(1574,170,1798,317)
masthead xyxy=(136,75,1798,115)
category-label: Remates de propiedades xyxy=(446,143,582,156)
issue-date: SÁBADO 29 DE MARZO DE 2025 xyxy=(166,94,389,110)
category-label: Remates de propiedades xyxy=(200,143,336,156)
category-header xyxy=(859,128,1082,160)
classified-column xyxy=(1567,128,1798,1972)
classified-ad xyxy=(1574,877,1798,1162)
ad-title: REMATE. 1° JUZGADO CIVIL SAN- xyxy=(381,1072,571,1082)
ad-body: mer Juzgado Civil de Santiago Rut 60.306.001-6, a más tardar a las 14:00 horas del día hábil anterior al remate e ingresar a través del siguiente enlace: https://zoom.us/j/7903673329 / ID Reunión: 7903673329. Demás bases y antecedentes juicio ejecutivo 'Giacaman con Martínez' rol C-12649-2023. Secretaria. xyxy=(381,170,605,249)
classified-column xyxy=(374,128,605,1972)
ad-title: REMATE. PRIMER JUZGADO CIVIL xyxy=(136,797,316,808)
ad-title: REMATE: TERCER JUZGADO LE- xyxy=(858,410,1019,420)
